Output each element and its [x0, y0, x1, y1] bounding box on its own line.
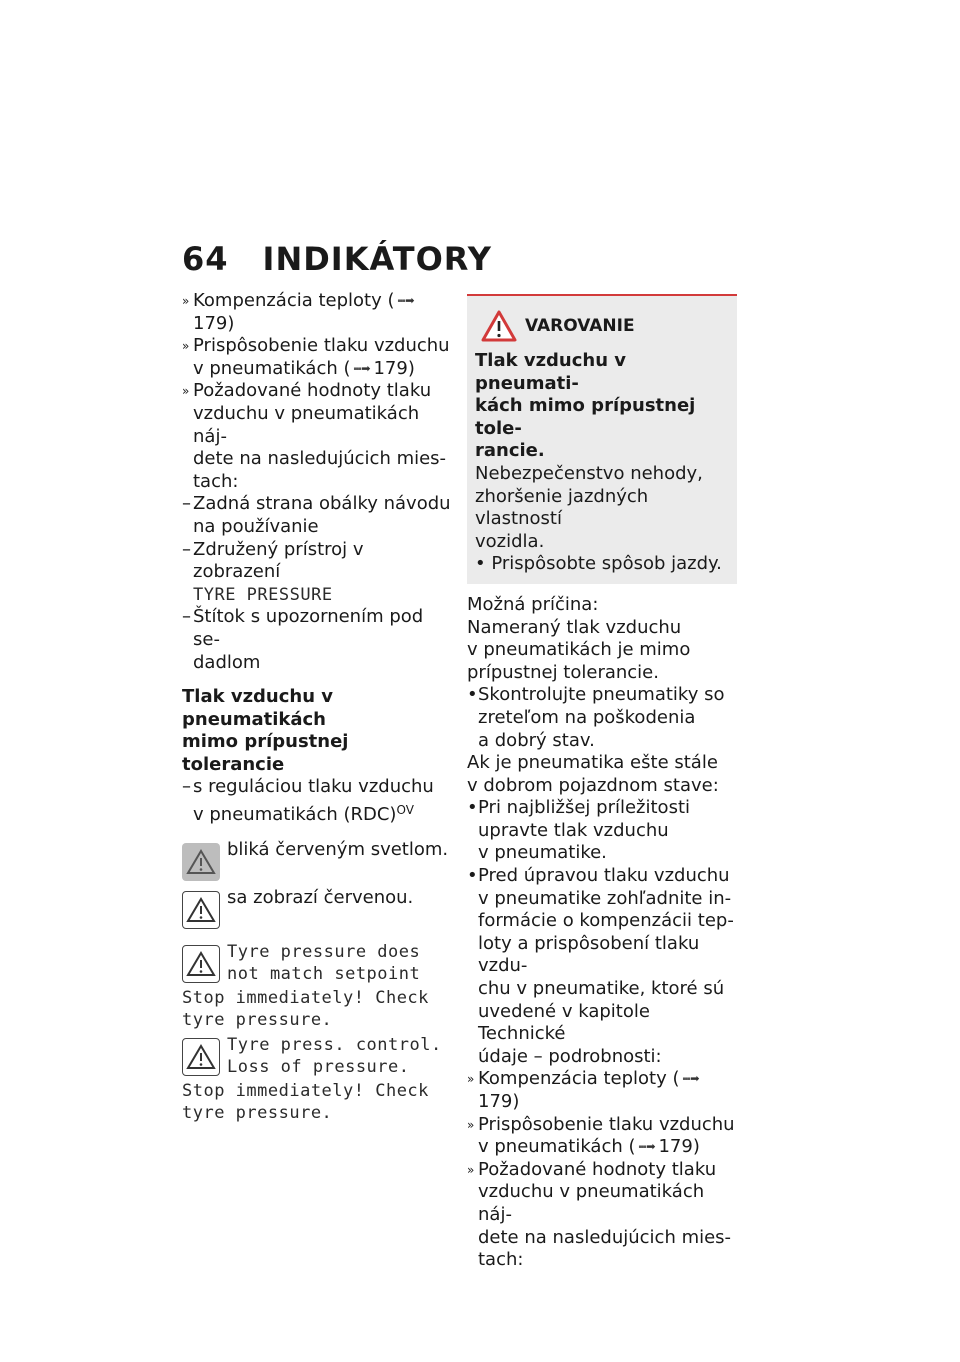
- warning-triangle-icon: [182, 891, 220, 929]
- ref-target-pressure-2: » Požadované hodnoty tlaku vzduchu v pneumatikách náj- dete na nasledujúcich mies- tach:: [467, 1158, 732, 1271]
- right-column: [467, 294, 739, 1272]
- option-superscript: OV: [396, 803, 414, 818]
- dash-item-rdc: – s reguláciou tlaku vzduchu v pneumatikách (RDC)$^{OV}$: [182, 776, 434, 826]
- page-title: INDIKÁTORY: [262, 240, 492, 278]
- warning-red-triangle-icon: [481, 310, 517, 342]
- warning-label: VAROVANIE: [525, 315, 635, 336]
- bullet-before-adjusting: • Pred úpravou tlaku vzduchu v pneumatike zohľadnite in- formácie o kompenzácii tep- loty a prispôsobení tlaku vzdu- chu v pneumatike, ktoré sú uvedené v kapitole Technické údaje – podrobnosti:: [467, 865, 734, 1067]
- warning-header: [481, 310, 727, 342]
- warning-row-setpoint: Tyre pressure does not match setpoint: [182, 941, 452, 987]
- bullet-adjust-pressure: • Pri najbližšej príležitosti upravte tlak vzduchu v pneumatike.: [467, 797, 691, 864]
- ref-marker: »: [182, 294, 190, 308]
- warning-row-red: sa zobrazí červenou.: [182, 887, 452, 933]
- section-title: Tlak vzduchu v pneumatikách mimo prípustnej tolerancie: [182, 686, 349, 775]
- ref-temperature-compensation-2[interactable]: » Kompenzácia teploty (▪▪▪ ➡179): [467, 1068, 739, 1113]
- warning-triangle-icon: [182, 843, 220, 881]
- bullet-check-tyres: • Skontrolujte pneumatiky so zreteľom na poškodenia a dobrý stav.: [467, 684, 725, 751]
- ref-target-pressure: » Požadované hodnoty tlaku vzduchu v pneumatikách náj- dete na nasledujúcich mies- tach:: [182, 380, 447, 492]
- warning-text: Nebezpečenstvo nehody, zhoršenie jazdných vlastností vozidla.: [475, 462, 703, 552]
- warning-box: [467, 294, 737, 584]
- dash-item-back-cover: – Zadná strana obálky návodu na používanie: [182, 493, 451, 537]
- warning-bullet: • Prispôsobte spôsob jazdy.: [475, 553, 722, 575]
- page-number: 64: [182, 240, 229, 278]
- page-header: [182, 240, 492, 278]
- dash-item-instrument-cluster: – Združený prístroj v zobrazení TYRE PRESSURE: [182, 539, 452, 607]
- warning-triangle-icon: [182, 945, 220, 983]
- display-label-tyre-pressure: TYRE PRESSURE: [193, 584, 333, 605]
- warning-title: Tlak vzduchu v pneumati- kách mimo prípustnej tole- rancie.: [475, 350, 696, 462]
- dash-item-seat-label: – Štítok s upozornením pod se- dadlom: [182, 606, 424, 673]
- page-arrow-icon: ▪▪▪ ➡: [639, 1136, 656, 1159]
- warning-row-flashing: bliká červeným svetlom.: [182, 839, 452, 885]
- right-body: Možná príčina: Nameraný tlak vzduchu v pneumatikách je mimo prípustnej tolerancie. • Skontrolujte pneumatiky so zreteľom na poškodenia a dobrý stav. Ak je pneumatika ešte stále v dobrom pojazdnom stave: • Pri najbližšej príležitosti upravte tlak vzduchu v pneumatike. • Pred úpravou tlaku vzduchu v pneumatike zohľadnite in- formácie o kompenzácii tep- loty a prispôsobení tlaku vzdu- chu v pneumatike, ktoré sú uvedené v kapitole Technické údaje – podrobnosti: » Kompenzácia teploty (▪▪▪ ➡179) » Prispôsobenie tlaku vzduchu v pneumatikách (▪▪▪ ➡ 179) » Požadované hodnoty tlaku vzduchu v pneumatikách náj- dete na nasledujúcich mies- tach:: [467, 594, 739, 1272]
- page-arrow-icon: ▪▪▪ ➡: [354, 358, 371, 381]
- warning-triangle-icon: [182, 1038, 220, 1076]
- cause-label: Možná príčina:: [467, 593, 599, 615]
- ref-marker: »: [182, 339, 190, 354]
- left-column: » Kompenzácia teploty (▪▪▪ ➡179) » Prispôsobenie tlaku vzduchu v pneumatikách (▪▪▪ ➡ 179) » Požadované hodnoty tlaku vzduchu v pneumatikách náj- dete na nasledujúcich mies- tach: – Zadná strana obálky návodu na používanie – Združený prístroj v zobrazení TYRE PRESSURE – Štítok s upozornením pod se- dadlom Tlak vzduchu v pneumatikách mimo prípustnej tolerancie – s reguláciou tlaku vzduchu v pneumatikách (RDC)$^{OV}$ bliká červeným svetlom. sa zobrazí červenou. Tyre pressure does not match setpoint Stop immediately! Check tyre pressure. Tyre press. control. Loss of pressure. Stop immediately! Check tyre pressure.: [182, 290, 452, 1125]
- ref-marker: »: [182, 384, 190, 399]
- warning-row-pressure-loss: Tyre press. control. Loss of pressure.: [182, 1034, 452, 1080]
- page-arrow-icon: ▪▪▪ ➡: [683, 1068, 700, 1091]
- page-arrow-icon: ▪▪▪ ➡: [398, 290, 415, 313]
- ref-temperature-compensation[interactable]: » Kompenzácia teploty (▪▪▪ ➡179): [182, 290, 452, 335]
- ref-pressure-adaptation-2[interactable]: » Prispôsobenie tlaku vzduchu v pneumatikách (▪▪▪ ➡ 179): [467, 1114, 739, 1159]
- ref-pressure-adaptation[interactable]: » Prispôsobenie tlaku vzduchu v pneumatikách (▪▪▪ ➡ 179): [182, 335, 452, 380]
